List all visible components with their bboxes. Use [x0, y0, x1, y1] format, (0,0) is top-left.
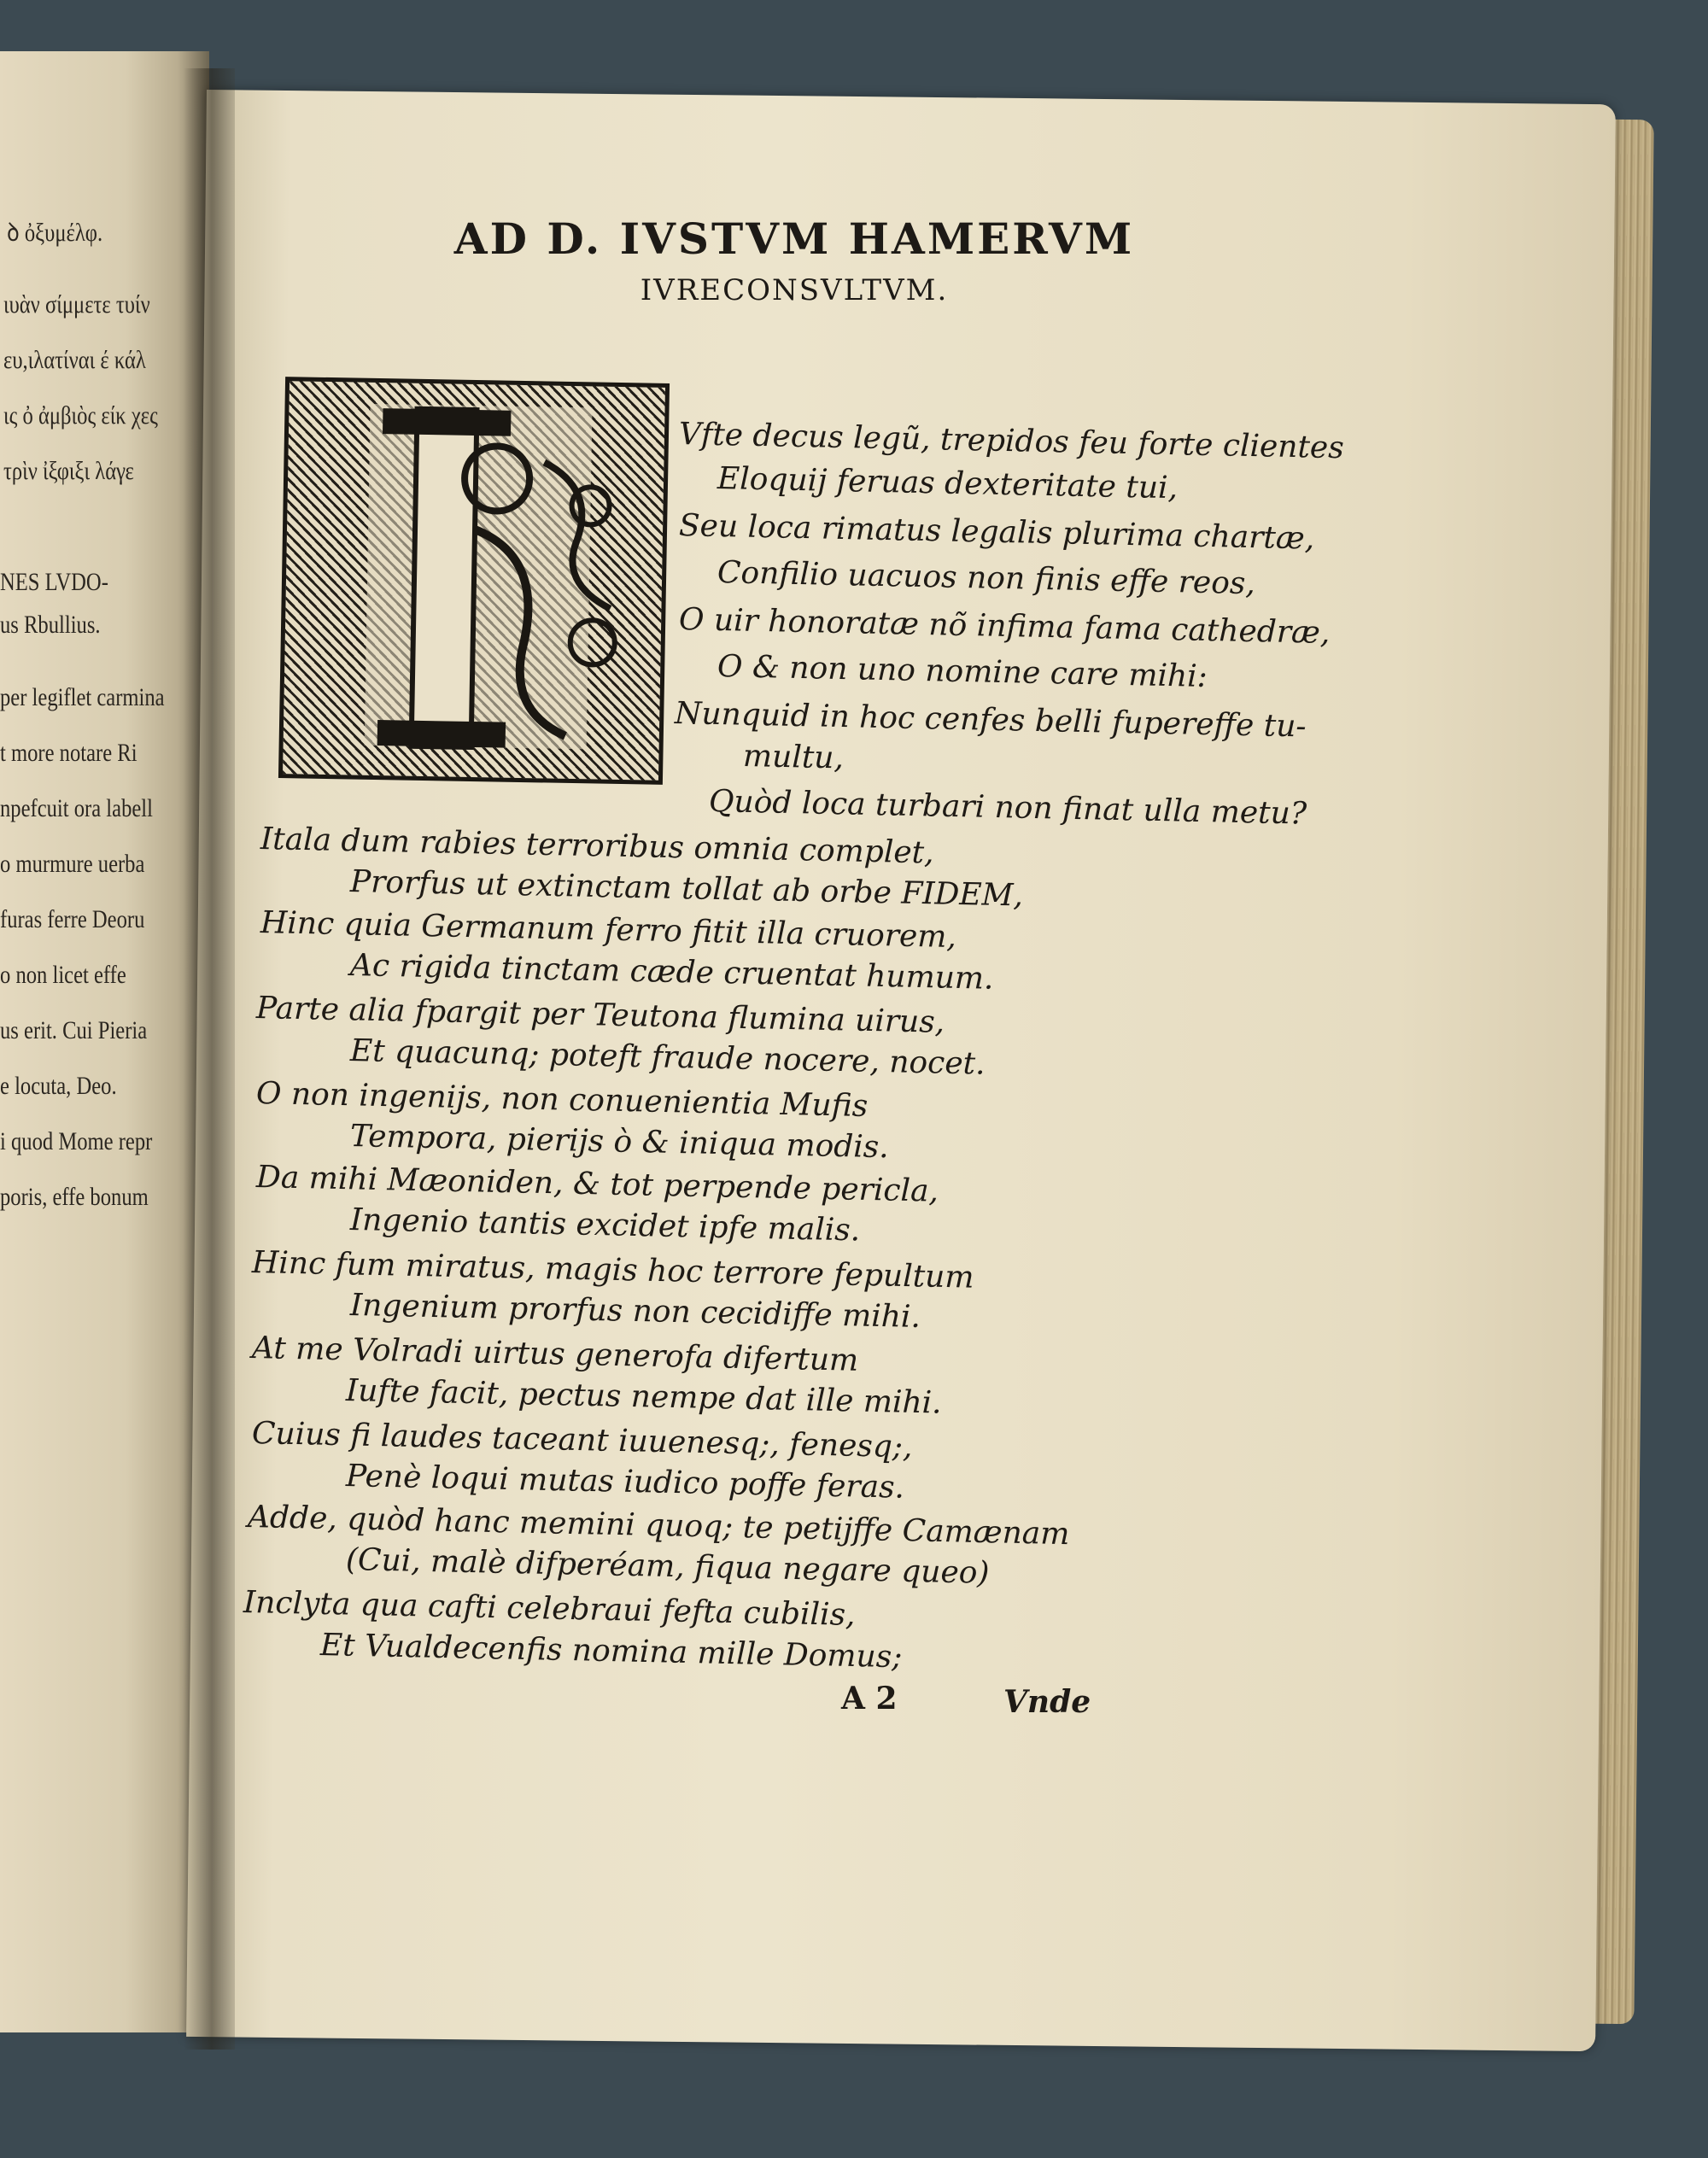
verse-line: Ingenium prorfus non cecidiffe mihi. — [349, 1288, 921, 1335]
left-line: poris, effe bonum — [0, 1183, 149, 1211]
verse-line: At me Volradi uirtus generofa difertum — [251, 1330, 859, 1378]
verse-line: Confilio uacuos non finis effe reos, — [717, 555, 1256, 602]
verse-line: Ac rigida tinctam cæde cruentat humum. — [349, 948, 994, 997]
left-line: i quod Mome repr — [0, 1127, 153, 1155]
verse-line: Et quacunq; poteft fraude nocere, nocet. — [349, 1033, 986, 1082]
verse-line: Et Vualdecenfis nomina mille Domus; — [319, 1628, 903, 1676]
woodcut-initial-figure — [283, 381, 665, 781]
verse-line: Vfte decus legũ, trepidos feu forte clientes — [678, 417, 1345, 466]
verse-line: multu, — [742, 739, 845, 776]
verse-line: Hinc quia Germanum ferro fitit illa cruorem, — [260, 905, 957, 956]
verse-line: Itala dum rabies terroribus omnia complet, — [260, 822, 934, 871]
verse-line: Ingenio tantis excidet ipfe malis. — [349, 1202, 861, 1249]
verse-line: O non ingenijs, non conuenientia Mufis — [255, 1076, 869, 1124]
signature-mark: A 2 — [841, 1681, 898, 1716]
verse-line: Quòd loca turbari non finat ulla metu? — [708, 784, 1307, 832]
verse-line: Cuius fi laudes taceant iuuenesq;, fenesq;, — [251, 1416, 913, 1465]
left-line: ις ὀ ἀμβιὸς είκ χες — [3, 401, 158, 430]
verse-line: Tempora, pierijs ò & iniqua modis. — [349, 1119, 890, 1166]
verse-line: Penè loqui mutas iudico poffe feras. — [345, 1459, 905, 1506]
page-subtitle: IVRECONSVLTVM. — [640, 273, 949, 307]
verse-line: Nunquid in hoc cenfes belli fupereffe tu- — [674, 696, 1307, 745]
left-line: ꝺ ὀξυμέλφ. — [7, 219, 103, 247]
verse-line: Iufte facit, pectus nempe dat ille mihi. — [345, 1373, 943, 1421]
gutter-shadow — [184, 68, 235, 2050]
verse-line: Seu loca rimatus legalis plurima chartæ, — [678, 508, 1315, 557]
catchword: Vnde — [1003, 1684, 1091, 1720]
verse-line: (Cui, malè difperéam, fiqua negare queo) — [345, 1542, 990, 1591]
verse-line: Eloquij feruas dexteritate tui, — [717, 461, 1179, 506]
verse-line: Hinc fum miratus, magis hoc terrore fepultum — [251, 1245, 974, 1295]
left-page — [0, 51, 209, 2032]
woodcut-initial-i — [278, 377, 670, 785]
left-line: npefcuit ora labell — [0, 794, 153, 822]
verse-line: Prorfus ut extinctam tollat ab orbe FIDEM, — [349, 864, 1024, 914]
left-line: ιυὰν σίμμετε τυίν — [3, 290, 150, 319]
verse-line: Adde, quòd hanc memini quoq; te petijffe Camænam — [247, 1500, 1070, 1553]
left-line: us erit. Cui Pieria — [0, 1016, 148, 1044]
verse-line: Parte alia fpargit per Teutona flumina uirus, — [255, 991, 945, 1040]
left-line: per legiflet carmina — [0, 683, 165, 711]
left-line: ευ,ιλατίναι έ κάλ — [3, 346, 146, 374]
verse-line: Inclyta qua cafti celebraui fefta cubilis, — [243, 1585, 856, 1634]
left-line: o non licet effe — [0, 961, 126, 989]
left-line: NES LVDO- — [0, 568, 108, 596]
left-line: us Rbullius. — [0, 611, 101, 639]
left-line: e locuta, Deo. — [0, 1072, 117, 1100]
left-page-text — [0, 51, 209, 2032]
left-line: o murmure uerba — [0, 850, 145, 878]
verse-line: Da mihi Mæoniden, & tot perpende pericla, — [255, 1160, 939, 1209]
left-line: t more notare Ri — [0, 739, 137, 767]
verse-line: O & non uno nomine care mihi: — [717, 649, 1208, 695]
left-line: τρὶν ἰξφιξι λάγε — [3, 457, 134, 485]
verse-line: O uir honoratæ nõ infima fama cathedræ, — [678, 602, 1331, 651]
page-title: AD D. IVSTVM HAMERVM — [453, 213, 1135, 264]
left-line: furas ferre Deoru — [0, 905, 145, 933]
